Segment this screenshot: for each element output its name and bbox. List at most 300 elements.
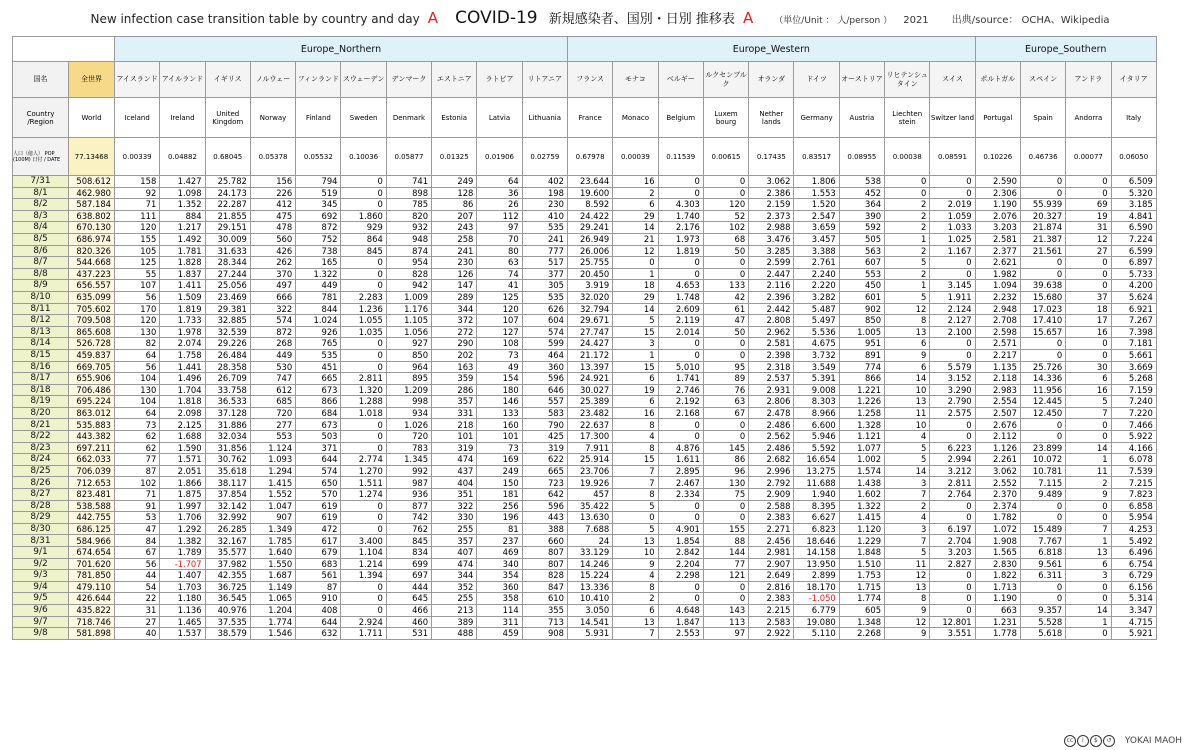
value-cell: 29 xyxy=(613,291,658,303)
value-cell: 24 xyxy=(567,535,612,547)
value-cell: 15 xyxy=(613,361,658,373)
value-cell: 32.885 xyxy=(205,315,250,327)
value-cell: 272 xyxy=(432,326,477,338)
value-cell: 1.024 xyxy=(296,315,341,327)
value-cell: 2.486 xyxy=(749,419,794,431)
date-cell: 8/11 xyxy=(13,303,69,315)
value-cell: 2.318 xyxy=(749,361,794,373)
title-covid: COVID-19 xyxy=(455,8,538,28)
value-cell: 0 xyxy=(658,338,703,350)
value-cell: 126 xyxy=(432,268,477,280)
value-cell: 601 xyxy=(839,291,884,303)
country-population: 0.01325 xyxy=(432,138,477,176)
value-cell: 0 xyxy=(1066,257,1111,269)
country-population: 0.02759 xyxy=(522,138,567,176)
value-cell: 10 xyxy=(885,384,930,396)
table-row xyxy=(13,210,1157,222)
value-cell: 2.924 xyxy=(341,616,386,628)
value-cell: 32.142 xyxy=(205,500,250,512)
value-cell: 1.982 xyxy=(975,268,1020,280)
value-cell: 1.035 xyxy=(341,326,386,338)
value-cell: 0 xyxy=(658,500,703,512)
value-cell: 23.644 xyxy=(567,176,612,188)
value-cell: 0 xyxy=(341,442,386,454)
country-jp-name: イギリス xyxy=(205,62,250,98)
date-cell: 9/3 xyxy=(13,570,69,582)
value-cell: 4.303 xyxy=(658,199,703,211)
value-cell: 15.657 xyxy=(1020,326,1065,338)
value-cell: 0 xyxy=(1066,338,1111,350)
value-cell: 2.790 xyxy=(930,396,975,408)
value-cell: 2.830 xyxy=(975,558,1020,570)
date-cell: 8/28 xyxy=(13,500,69,512)
value-cell: 21.172 xyxy=(567,349,612,361)
value-cell: 2.553 xyxy=(658,628,703,640)
value-cell: 344 xyxy=(432,303,477,315)
value-cell: 23.899 xyxy=(1020,442,1065,454)
world-value-cell: 426.644 xyxy=(69,593,115,605)
value-cell: 910 xyxy=(296,593,341,605)
value-cell: 6 xyxy=(613,396,658,408)
value-cell: 5 xyxy=(1066,396,1111,408)
value-cell: 1.427 xyxy=(160,176,205,188)
title-unit: （単位/Unit ： 人/person ） xyxy=(774,16,893,26)
value-cell: 560 xyxy=(250,233,295,245)
value-cell: 2 xyxy=(885,245,930,257)
country-jp-name: デンマーク xyxy=(386,62,431,98)
country-population: 0.10036 xyxy=(341,138,386,176)
value-cell: 3 xyxy=(613,338,658,350)
value-cell: 290 xyxy=(432,338,477,350)
table-row xyxy=(13,477,1157,489)
value-cell: 1.537 xyxy=(160,628,205,640)
value-cell: 1.167 xyxy=(930,245,975,257)
value-cell: 2.816 xyxy=(749,581,794,593)
value-cell: 1.552 xyxy=(250,489,295,501)
value-cell: 665 xyxy=(296,373,341,385)
country-en-name: Germany xyxy=(794,98,839,138)
value-cell: 2.019 xyxy=(930,199,975,211)
value-cell: 340 xyxy=(477,558,522,570)
value-cell: 1.328 xyxy=(839,419,884,431)
table-row xyxy=(13,593,1157,605)
value-cell: 202 xyxy=(432,349,477,361)
value-cell: 2.306 xyxy=(975,187,1020,199)
value-cell: 258 xyxy=(432,233,477,245)
value-cell: 249 xyxy=(477,465,522,477)
value-cell: 63 xyxy=(703,396,748,408)
country-population: 0.83517 xyxy=(794,138,839,176)
value-cell: 125 xyxy=(115,257,160,269)
value-cell: 29.381 xyxy=(205,303,250,315)
value-cell: 5.592 xyxy=(794,442,839,454)
value-cell: 1.214 xyxy=(341,558,386,570)
value-cell: 2.386 xyxy=(749,187,794,199)
date-cell: 8/27 xyxy=(13,489,69,501)
world-value-cell: 437.223 xyxy=(69,268,115,280)
value-cell: 0 xyxy=(341,419,386,431)
date-cell: 8/13 xyxy=(13,326,69,338)
value-cell: 0 xyxy=(658,512,703,524)
value-cell: 13.275 xyxy=(794,465,839,477)
value-cell: 1.394 xyxy=(341,570,386,582)
value-cell: 2.116 xyxy=(749,280,794,292)
value-cell: 2.125 xyxy=(160,419,205,431)
value-cell: 0 xyxy=(1020,187,1065,199)
value-cell: 1.221 xyxy=(839,384,884,396)
value-cell: 3.659 xyxy=(794,222,839,234)
value-cell: 24.173 xyxy=(205,187,250,199)
value-cell: 3.551 xyxy=(930,628,975,640)
value-cell: 660 xyxy=(522,535,567,547)
value-cell: 5.536 xyxy=(794,326,839,338)
date-cell: 9/5 xyxy=(13,593,69,605)
value-cell: 0 xyxy=(703,257,748,269)
date-cell: 8/22 xyxy=(13,431,69,443)
value-cell: 644 xyxy=(296,454,341,466)
value-cell: 32.539 xyxy=(205,326,250,338)
value-cell: 37.854 xyxy=(205,489,250,501)
value-cell: 24.427 xyxy=(567,338,612,350)
value-cell: 0 xyxy=(341,280,386,292)
value-cell: 1.590 xyxy=(160,442,205,454)
value-cell: 936 xyxy=(386,489,431,501)
value-cell: 120 xyxy=(115,222,160,234)
value-cell: 1 xyxy=(1066,454,1111,466)
value-cell: 2.981 xyxy=(749,547,794,559)
value-cell: 663 xyxy=(975,604,1020,616)
value-cell: 322 xyxy=(432,500,477,512)
value-cell: 1.322 xyxy=(839,500,884,512)
value-cell: 2.076 xyxy=(975,210,1020,222)
value-cell: 8 xyxy=(613,489,658,501)
value-cell: 345 xyxy=(296,199,341,211)
value-cell: 644 xyxy=(296,616,341,628)
value-cell: 21.561 xyxy=(1020,245,1065,257)
value-cell: 2.895 xyxy=(658,465,703,477)
value-cell: 992 xyxy=(386,465,431,477)
value-cell: 948 xyxy=(386,233,431,245)
value-cell: 0 xyxy=(341,604,386,616)
value-cell: 5.922 xyxy=(1111,431,1156,443)
value-cell: 120 xyxy=(477,303,522,315)
value-cell: 2.676 xyxy=(975,419,1020,431)
value-cell: 1.782 xyxy=(975,512,1020,524)
value-cell: 76 xyxy=(703,384,748,396)
country-jp-name: ドイツ xyxy=(794,62,839,98)
value-cell: 4.841 xyxy=(1111,210,1156,222)
value-cell: 1.789 xyxy=(160,547,205,559)
value-cell: 1.602 xyxy=(839,489,884,501)
value-cell: 14.336 xyxy=(1020,373,1065,385)
value-cell: 404 xyxy=(432,477,477,489)
value-cell: 32.992 xyxy=(205,512,250,524)
value-cell: 622 xyxy=(522,454,567,466)
value-cell: 2.383 xyxy=(749,512,794,524)
value-cell: 37.128 xyxy=(205,407,250,419)
value-cell: 16.654 xyxy=(794,454,839,466)
value-cell: 2.119 xyxy=(658,315,703,327)
value-cell: 146 xyxy=(477,396,522,408)
date-cell: 8/15 xyxy=(13,349,69,361)
value-cell: 12.445 xyxy=(1020,396,1065,408)
value-cell: 29 xyxy=(613,210,658,222)
value-cell: 1.733 xyxy=(160,315,205,327)
date-cell: 9/6 xyxy=(13,604,69,616)
value-cell: 844 xyxy=(296,303,341,315)
title-variant-jp: A xyxy=(742,9,754,27)
value-cell: 63 xyxy=(477,257,522,269)
value-cell: 0 xyxy=(341,257,386,269)
value-cell: 0 xyxy=(341,593,386,605)
value-cell: 3.152 xyxy=(930,373,975,385)
value-cell: 713 xyxy=(522,616,567,628)
country-en-name: Andorra xyxy=(1066,98,1111,138)
value-cell: 845 xyxy=(386,535,431,547)
value-cell: 237 xyxy=(477,535,522,547)
value-cell: 2.948 xyxy=(975,303,1020,315)
value-cell: 2.609 xyxy=(658,303,703,315)
value-cell: 665 xyxy=(522,465,567,477)
value-cell: 26.006 xyxy=(567,245,612,257)
value-cell: 7.823 xyxy=(1111,489,1156,501)
value-cell: 1.860 xyxy=(341,210,386,222)
value-cell: 3 xyxy=(1066,570,1111,582)
value-cell: 452 xyxy=(839,187,884,199)
country-jp-name: オーストリア xyxy=(839,62,884,98)
value-cell: 1.026 xyxy=(386,419,431,431)
value-cell: 27.747 xyxy=(567,326,612,338)
value-cell: 884 xyxy=(160,210,205,222)
value-cell: 2.931 xyxy=(749,384,794,396)
world-value-cell: 706.039 xyxy=(69,465,115,477)
value-cell: 5.661 xyxy=(1111,349,1156,361)
country-population: 0.11539 xyxy=(658,138,703,176)
table-row xyxy=(13,523,1157,535)
value-cell: 25.389 xyxy=(567,396,612,408)
value-cell: 5.320 xyxy=(1111,187,1156,199)
value-cell: 926 xyxy=(296,326,341,338)
value-cell: 0 xyxy=(341,523,386,535)
country-jp-name: スイス xyxy=(930,62,975,98)
value-cell: 10.410 xyxy=(567,593,612,605)
value-cell: 5.487 xyxy=(794,303,839,315)
value-cell: 9.561 xyxy=(1020,558,1065,570)
country-jp-name: フィンランド xyxy=(296,62,341,98)
value-cell: 2.442 xyxy=(749,303,794,315)
value-cell: 80 xyxy=(477,245,522,257)
value-cell: 14 xyxy=(1066,442,1111,454)
value-cell: 262 xyxy=(250,257,295,269)
table-row xyxy=(13,257,1157,269)
value-cell: 18.646 xyxy=(794,535,839,547)
value-cell: 7.539 xyxy=(1111,465,1156,477)
value-cell: 563 xyxy=(839,245,884,257)
value-cell: 1 xyxy=(1066,535,1111,547)
value-cell: 2.176 xyxy=(658,222,703,234)
value-cell: 7.240 xyxy=(1111,396,1156,408)
value-cell: 402 xyxy=(522,176,567,188)
country-population: 0.06050 xyxy=(1111,138,1156,176)
country-population: 0.05532 xyxy=(296,138,341,176)
value-cell: 583 xyxy=(522,407,567,419)
country-en-name: Portugal xyxy=(975,98,1020,138)
license-icons xyxy=(1064,735,1115,747)
value-cell: 8 xyxy=(885,593,930,605)
country-population: 77.13468 xyxy=(69,138,115,176)
value-cell: 12 xyxy=(885,616,930,628)
value-cell: 319 xyxy=(432,442,477,454)
value-cell: 0 xyxy=(1066,431,1111,443)
value-cell: 4.653 xyxy=(658,280,703,292)
value-cell: 2.808 xyxy=(749,315,794,327)
value-cell: 4.675 xyxy=(794,338,839,350)
value-cell: 895 xyxy=(386,373,431,385)
value-cell: 77 xyxy=(115,454,160,466)
value-cell: 692 xyxy=(296,210,341,222)
value-cell: 1 xyxy=(885,233,930,245)
region-southern: Europe_Southern xyxy=(975,37,1156,62)
table-row xyxy=(13,465,1157,477)
value-cell: 8 xyxy=(613,419,658,431)
country-jp-name: エストニア xyxy=(432,62,477,98)
value-cell: 3.282 xyxy=(794,291,839,303)
value-cell: 2.922 xyxy=(749,628,794,640)
value-cell: 459 xyxy=(477,628,522,640)
value-cell: 6.496 xyxy=(1111,547,1156,559)
value-cell: 0 xyxy=(613,257,658,269)
value-cell: 0 xyxy=(703,338,748,350)
value-cell: 0 xyxy=(885,176,930,188)
value-cell: 1.748 xyxy=(658,291,703,303)
value-cell: 699 xyxy=(386,558,431,570)
world-value-cell: 635.099 xyxy=(69,291,115,303)
country-en-name: Sweden xyxy=(341,98,386,138)
value-cell: 866 xyxy=(296,396,341,408)
value-cell: 1.973 xyxy=(658,233,703,245)
value-cell: 0 xyxy=(930,187,975,199)
date-cell: 9/1 xyxy=(13,547,69,559)
world-value-cell: 669.705 xyxy=(69,361,115,373)
value-cell: 107 xyxy=(115,280,160,292)
value-cell: 741 xyxy=(386,176,431,188)
value-cell: 777 xyxy=(522,245,567,257)
value-cell: 18 xyxy=(613,280,658,292)
table-row xyxy=(13,396,1157,408)
value-cell: 449 xyxy=(250,349,295,361)
value-cell: 466 xyxy=(386,604,431,616)
value-cell: 9.357 xyxy=(1020,604,1065,616)
value-cell: 1.806 xyxy=(794,176,839,188)
value-cell: 864 xyxy=(341,233,386,245)
value-cell: 1.190 xyxy=(975,593,1020,605)
table-row xyxy=(13,512,1157,524)
value-cell: 0 xyxy=(658,349,703,361)
value-cell: 9.489 xyxy=(1020,489,1065,501)
value-cell: 6.897 xyxy=(1111,257,1156,269)
value-cell: 850 xyxy=(839,315,884,327)
value-cell: 147 xyxy=(432,280,477,292)
value-cell: 617 xyxy=(296,535,341,547)
value-cell: 133 xyxy=(477,407,522,419)
value-cell: 592 xyxy=(839,222,884,234)
value-cell: 0 xyxy=(703,349,748,361)
country-population: 0.05877 xyxy=(386,138,431,176)
value-cell: 2.396 xyxy=(749,291,794,303)
value-cell: 747 xyxy=(250,373,295,385)
value-cell: 0 xyxy=(703,581,748,593)
table-row xyxy=(13,500,1157,512)
value-cell: 12.801 xyxy=(930,616,975,628)
value-cell: 3.476 xyxy=(749,233,794,245)
value-cell: 0 xyxy=(1066,268,1111,280)
value-cell: 2.377 xyxy=(975,245,1020,257)
country-population: 0.00077 xyxy=(1066,138,1111,176)
value-cell: 67 xyxy=(115,547,160,559)
value-cell: 1.415 xyxy=(839,512,884,524)
value-cell: 112 xyxy=(477,210,522,222)
value-cell: 408 xyxy=(296,604,341,616)
value-cell: 29.151 xyxy=(205,222,250,234)
value-cell: 354 xyxy=(477,570,522,582)
table-row xyxy=(13,233,1157,245)
value-cell: 28.344 xyxy=(205,257,250,269)
value-cell: 425 xyxy=(522,431,567,443)
value-cell: 5.624 xyxy=(1111,291,1156,303)
value-cell: 160 xyxy=(477,419,522,431)
value-cell: 1.819 xyxy=(658,245,703,257)
value-cell: 4.253 xyxy=(1111,523,1156,535)
value-cell: 44 xyxy=(115,570,160,582)
value-cell: 56 xyxy=(115,558,160,570)
value-cell: 1.056 xyxy=(386,326,431,338)
value-cell: 70 xyxy=(477,233,522,245)
value-cell: 13 xyxy=(613,616,658,628)
value-cell: 1.847 xyxy=(658,616,703,628)
table-row xyxy=(13,349,1157,361)
value-cell: 5 xyxy=(885,257,930,269)
date-cell: 8/9 xyxy=(13,280,69,292)
value-cell: 2 xyxy=(885,500,930,512)
value-cell: 4 xyxy=(885,512,930,524)
value-cell: 24.921 xyxy=(567,373,612,385)
value-cell: 25.056 xyxy=(205,280,250,292)
value-cell: 7 xyxy=(1066,523,1111,535)
value-cell: 535 xyxy=(296,349,341,361)
table-row xyxy=(13,315,1157,327)
value-cell: 19.080 xyxy=(794,616,839,628)
value-cell: 1.098 xyxy=(160,187,205,199)
value-cell: 5.497 xyxy=(794,315,839,327)
value-cell: 241 xyxy=(432,245,477,257)
value-cell: 31 xyxy=(1066,222,1111,234)
value-cell: 127 xyxy=(477,326,522,338)
value-cell: 1.236 xyxy=(341,303,386,315)
value-cell: 596 xyxy=(522,500,567,512)
value-cell: 0 xyxy=(1066,349,1111,361)
value-cell: 31 xyxy=(115,604,160,616)
value-cell: 4.200 xyxy=(1111,280,1156,292)
value-cell: 357 xyxy=(432,535,477,547)
value-cell: 121 xyxy=(703,570,748,582)
value-cell: 7.220 xyxy=(1111,407,1156,419)
world-value-cell: 865.608 xyxy=(69,326,115,338)
table-row xyxy=(13,361,1157,373)
country-en-name: Liechten stein xyxy=(885,98,930,138)
value-cell: 412 xyxy=(250,199,295,211)
value-cell: 2.554 xyxy=(975,396,1020,408)
value-cell: 5.268 xyxy=(1111,373,1156,385)
